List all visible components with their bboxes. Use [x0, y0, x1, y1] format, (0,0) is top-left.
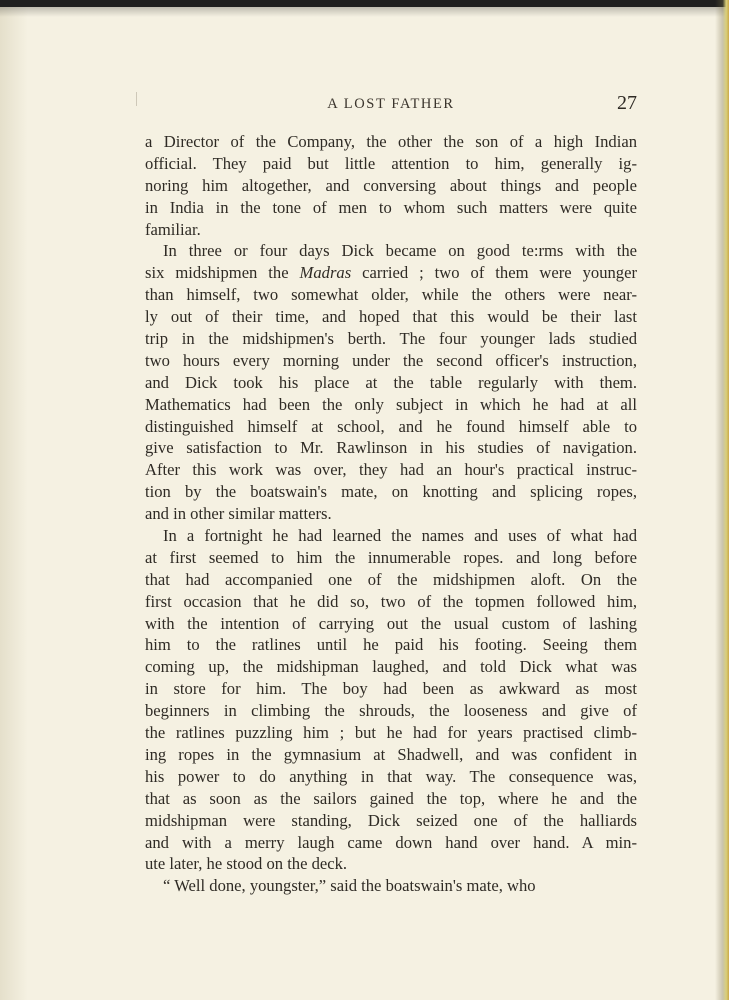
- text-line: tion by the boatswain's mate, on knotting and splicing ropes,: [145, 482, 637, 502]
- top-edge-shadow: [0, 7, 729, 17]
- text-line: ute later, he stood on the deck.: [145, 854, 348, 874]
- top-scan-edge: [0, 0, 729, 7]
- text-line: a Director of the Company, the other the son of a high Indian: [145, 132, 637, 151]
- text-line: ly out of their time, and hoped that this would be their last: [145, 307, 637, 327]
- text-line: midshipman were standing, Dick seized one of the halliards: [145, 810, 637, 830]
- running-head: [145, 92, 637, 118]
- page-number: 27: [617, 92, 637, 114]
- text-line: noring him altogether, and conversing about things and people: [145, 175, 637, 195]
- gutter-mark: [136, 92, 137, 106]
- paragraph-start-line: In a fortnight he had learned the names and uses of what had: [163, 526, 637, 546]
- text-line: and Dick took his place at the table regularly with them.: [145, 372, 637, 392]
- text-line: coming up, the midshipman laughed, and told Dick what was: [145, 657, 637, 677]
- text-line: official. They paid but little attention to him, generally ig-: [145, 153, 637, 173]
- text-line: Mathematics had been the only subject in which he had at all: [145, 394, 637, 414]
- text-line: his power to do anything in that way. The consequence was,: [145, 766, 637, 786]
- text-line: ing ropes in the gymnasium at Shadwell, and was confident in: [145, 744, 637, 764]
- paragraph-start-line: “ Well done, youngster,” said the boatswain's mate, who: [163, 876, 536, 896]
- right-page-edge: [715, 0, 729, 1000]
- text-line: first occasion that he did so, two of the topmen followed him,: [145, 591, 637, 611]
- text-line: than himself, two somewhat older, while the others were near-: [145, 285, 637, 305]
- text-line: at first seemed to him the innumerable ropes. and long before: [145, 547, 637, 567]
- text-line: familiar.: [145, 219, 201, 239]
- text-line: the ratlines puzzling him ; but he had for years practised climb-: [145, 723, 637, 743]
- text-line: two hours every morning under the second officer's instruction,: [145, 350, 637, 370]
- text-line: in India in the tone of men to whom such matters were quite: [145, 197, 637, 217]
- text-line: beginners in climbing the shrouds, the looseness and give of: [145, 701, 637, 721]
- text-line: distinguished himself at school, and he found himself able to: [145, 416, 637, 436]
- running-title: A LOST FATHER: [327, 96, 455, 112]
- text-line: that as soon as the sailors gained the top, where he and the: [145, 788, 637, 808]
- left-page-shadow: [0, 0, 28, 1000]
- text-line: trip in the midshipmen's berth. The four younger lads studied: [145, 329, 637, 349]
- text-line: six midshipmen the Madras carried ; two of them were younger: [145, 263, 637, 283]
- body-text: [145, 131, 637, 897]
- text-line: After this work was over, they had an hour's practical instruc-: [145, 460, 637, 480]
- text-line: and in other similar matters.: [145, 504, 332, 524]
- ship-name: Madras: [299, 263, 352, 283]
- text-line: with the intention of carrying out the usual custom of lashing: [145, 613, 637, 633]
- paragraph-start-line: In three or four days Dick became on good te:rms with the: [163, 241, 637, 261]
- text-line: give satisfaction to Mr. Rawlinson in his studies of navigation.: [145, 438, 637, 458]
- text-line: in store for him. The boy had been as awkward as most: [145, 679, 637, 699]
- text-line: and with a merry laugh came down hand over hand. A min-: [145, 832, 637, 852]
- text-line: him to the ratlines until he paid his footing. Seeing them: [145, 635, 637, 655]
- text-line: that had accompanied one of the midshipmen aloft. On the: [145, 569, 637, 589]
